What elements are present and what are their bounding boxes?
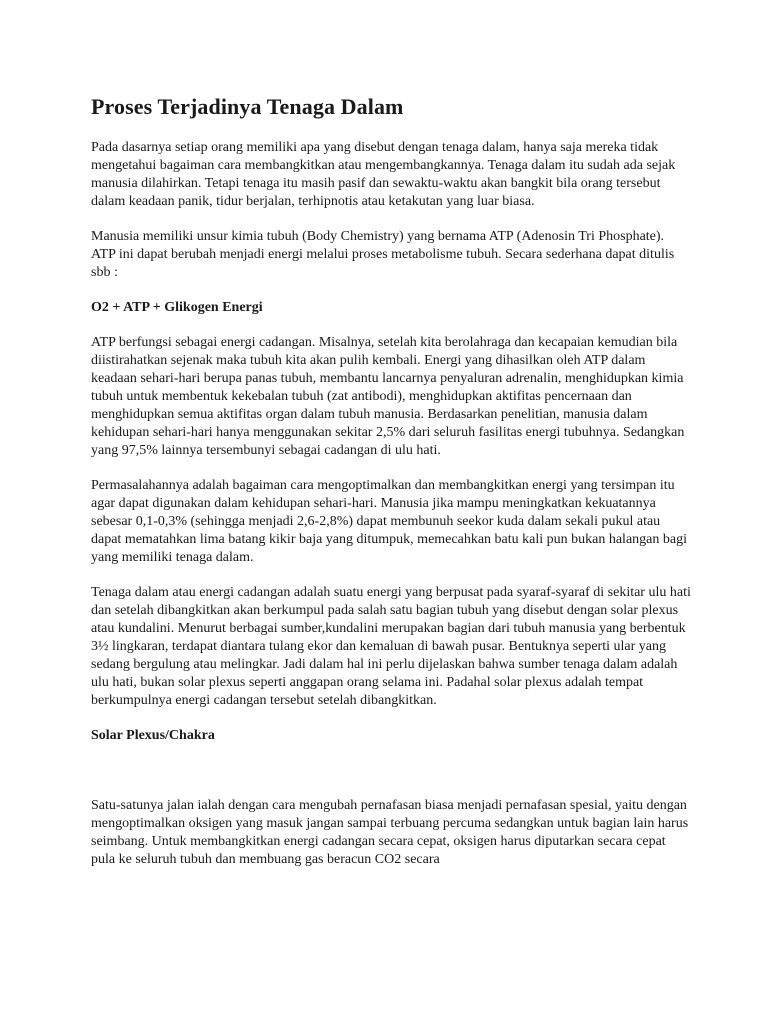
- formula-heading: O2 + ATP + Glikogen Energi: [91, 300, 263, 315]
- paragraph-atp: Manusia memiliki unsur kimia tubuh (Body Chemistry) yang bernama ATP (Adenosin Tri Phosphate). ATP ini dapat berubah menjadi energi melalui proses metabolisme tubuh. Secara sederhana dapat ditulis sbb :: [91, 229, 675, 280]
- paragraph-breathing: Satu-satunya jalan ialah dengan cara mengubah pernafasan biasa menjadi pernafasan spesial, yaitu dengan mengoptimalkan oksigen yang masuk jangan sampai terbuang percuma sedangkan untuk bagian lain harus seimbang. Untuk membangkitkan energi cadangan secara cepat, oksigen harus diputarkan secara cepat pula ke seluruh tubuh dan membuang gas beracun CO2 secara: [91, 798, 689, 867]
- paragraph-problem: Permasalahannya adalah bagaiman cara mengoptimalkan dan membangkitkan energi yang tersimpan itu agar dapat digunakan dalam kehidupan sehari-hari. Manusia jika mampu meningkatkan kekuatannya sebesar 0,1-0,3% (sehingga menjadi 2,6-2,8%) dapat membunuh seekor kuda dalam sekali pukul atau dapat mematahkan lima batang kikir baja yang ditumpuk, memecahkan batu kali pun bukan halangan bagi yang memiliki tenaga dalam.: [91, 478, 687, 565]
- paragraph-atp-function: ATP berfungsi sebagai energi cadangan. Misalnya, setelah kita berolahraga dan kecapaian kemudian bila diistirahatkan sejenak maka tubuh kita akan pulih kembali. Energi yang dihasilkan oleh ATP dalam keadaan sehari-hari berupa panas tubuh, membantu lancarnya penyaluran adrenalin, menghidupkan kimia tubuh untuk membentuk kekebalan tubuh (zat antibodi), menghidupkan aktifitas pencernaan dan menghidupkan semua aktifitas organ dalam tubuh manusia. Berdasarkan penelitian, manusia dalam kehidupan sehari-hari hanya menggunakan sekitar 2,5% dari seluruh fasilitas energi tubuhnya. Sedangkan yang 97,5% lainnya tersembunyi sebagai cadangan di ulu hati.: [91, 335, 685, 458]
- document-body: [91, 92, 691, 869]
- document-title: Proses Terjadinya Tenaga Dalam: [91, 94, 404, 119]
- paragraph-energy-center: Tenaga dalam atau energi cadangan adalah suatu energi yang berpusat pada syaraf-syaraf di sekitar ulu hati dan setelah dibangkitkan akan berkumpul pada salah satu bagian tubuh yang disebut dengan solar plexus atau kundalini. Menurut berbagai sumber,kundalini merupakan bagian dari tubuh manusia yang berbentuk 3½ lingkaran, terdapat diantara tulang ekor dan kemaluan di bawah pusar. Bentuknya seperti ular yang sedang bergulung atau melingkar. Jadi dalam hal ini perlu dijelaskan bahwa sumber tenaga dalam adalah ulu hati, bukan solar plexus seperti anggapan orang selama ini. Padahal solar plexus adalah tempat berkumpulnya energi cadangan tersebut setelah dibangkitkan.: [91, 585, 691, 708]
- paragraph-intro: Pada dasarnya setiap orang memiliki apa yang disebut dengan tenaga dalam, hanya saja mereka tidak mengetahui bagaiman cara membangkitkan atau mengembangkannya. Tenaga dalam itu sudah ada sejak manusia dilahirkan. Tetapi tenaga itu masih pasif dan sewaktu-waktu akan bangkit bila orang tersebut dalam keadaan panik, tidur berjalan, terhipnotis atau ketakutan yang luar biasa.: [91, 140, 676, 209]
- section-subheading: Solar Plexus/Chakra: [91, 728, 215, 743]
